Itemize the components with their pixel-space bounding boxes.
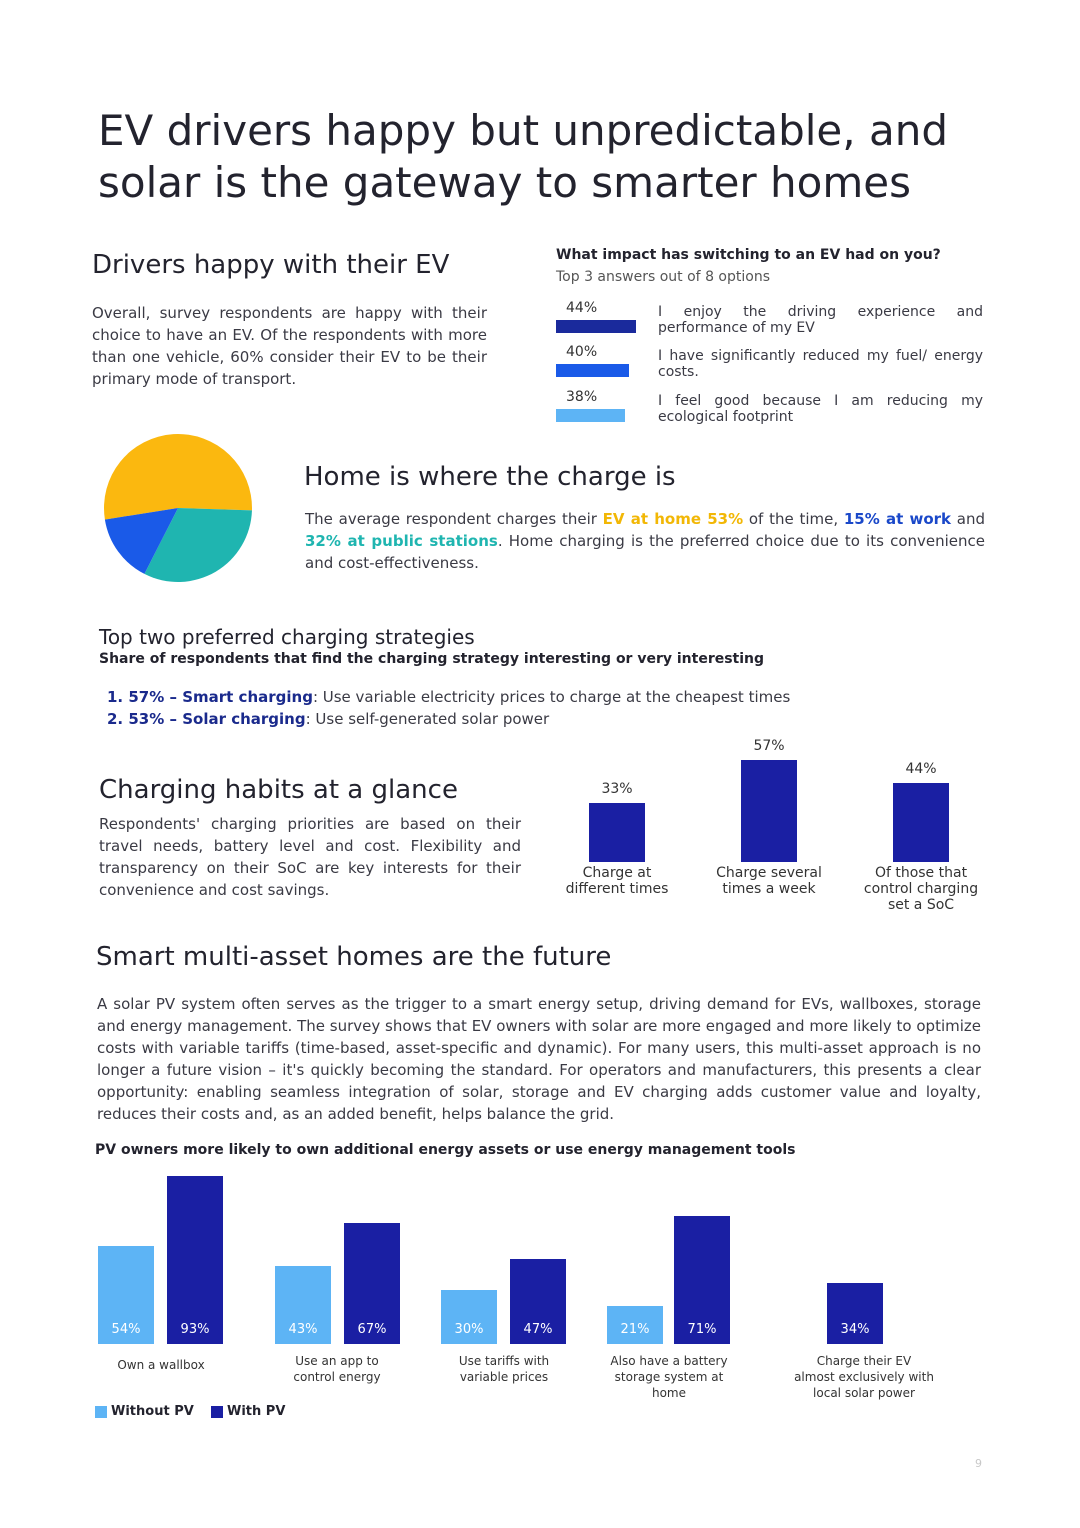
pie-slice-home <box>104 434 252 520</box>
habits-bar <box>741 760 797 862</box>
impact-row <box>556 344 986 384</box>
page-title <box>98 105 998 209</box>
home-charge-text-1: The average respondent charges their <box>305 510 603 528</box>
legend-label-with-pv: With PV <box>227 1404 286 1419</box>
impact-row <box>556 300 986 340</box>
strategies-heading: Top two preferred charging strategies <box>99 625 475 649</box>
habits-bar-label <box>851 865 991 913</box>
habits-bar-label-line: different times <box>565 881 669 897</box>
habits-bar-label-line: control charging <box>863 881 979 897</box>
habits-bar-label-line: times a week <box>722 881 816 897</box>
legend-swatch-without-pv <box>95 1406 107 1418</box>
legend-label-without-pv: Without PV <box>111 1404 194 1419</box>
pv-bar-value: 93% <box>180 1322 210 1337</box>
pv-category-label <box>784 1353 944 1401</box>
pv-bar-with-pv <box>167 1176 223 1344</box>
pv-bar-value: 54% <box>111 1322 141 1337</box>
strategy-2-text: : Use self-generated solar power <box>305 710 550 728</box>
legend-swatch-with-pv <box>211 1406 223 1418</box>
pv-category-label <box>81 1357 241 1373</box>
pv-category-label-line: variable prices <box>459 1370 549 1384</box>
habits-heading: Charging habits at a glance <box>99 775 458 805</box>
habits-bar-value: 57% <box>753 738 785 754</box>
strategy-1-text: : Use variable electricity prices to charge at the cheapest times <box>312 688 791 706</box>
pv-chart-title: PV owners more likely to own additional energy assets or use energy management tools <box>95 1142 796 1158</box>
pv-category-label-line: almost exclusively with <box>794 1370 934 1384</box>
habits-bar-value: 33% <box>601 780 633 797</box>
pv-category-label-line: control energy <box>293 1370 381 1384</box>
page-title-line-2: solar is the gateway to smarter homes <box>98 158 911 207</box>
home-charge-public: 32% at public stations <box>305 532 498 550</box>
pv-category-label-line: Own a wallbox <box>117 1358 205 1372</box>
habits-bar-label <box>699 865 839 897</box>
pv-category-label-line: home <box>651 1386 687 1400</box>
strategy-2-lead: 2. 53% – Solar charging <box>107 710 306 728</box>
home-charge-heading: Home is where the charge is <box>304 462 676 492</box>
habits-bar <box>893 783 949 862</box>
pv-category-label <box>589 1353 749 1401</box>
pv-category-label-line: Use an app to <box>295 1354 379 1368</box>
pv-category-label <box>257 1353 417 1385</box>
habits-bar-label-line: set a SoC <box>887 897 955 913</box>
impact-bar <box>556 364 629 377</box>
smart-heading: Smart multi-asset homes are the future <box>96 942 612 972</box>
habits-body: Respondents' charging priorities are based on their travel needs, battery level and cost. Flexibility and transparency on their SoC are key interests for their convenience and cost savings. <box>99 815 521 899</box>
impact-answer: I feel good because I am reducing my ecological footprint <box>658 393 983 425</box>
pv-category-label-line: storage system at <box>614 1370 724 1384</box>
charging-location-pie <box>100 430 260 590</box>
impact-bar <box>556 320 636 333</box>
pv-category-label-line: Charge their EV <box>816 1354 912 1368</box>
drivers-body: Overall, survey respondents are happy with their choice to have an EV. Of the respondents with more than one vehicle, 60% consider their EV to be their primary mode of transport. <box>92 304 487 388</box>
pv-bar-value: 43% <box>288 1322 318 1337</box>
pv-bar-value: 34% <box>840 1322 870 1337</box>
habits-bar-label-line: Charge at <box>582 865 652 881</box>
impact-answer: I enjoy the driving experience and performance of my EV <box>658 304 983 336</box>
impact-subtitle: Top 3 answers out of 8 options <box>556 269 770 285</box>
home-charge-text-2: of the time, <box>743 510 844 528</box>
impact-answer: I have significantly reduced my fuel/ energy costs. <box>658 348 983 380</box>
strategy-1-lead: 1. 57% – Smart charging <box>107 688 313 706</box>
pv-bar-value: 47% <box>523 1322 553 1337</box>
impact-question: What impact has switching to an EV had on you? <box>556 247 941 263</box>
habits-bar-label-line: Charge several <box>716 865 822 881</box>
pv-bar-value: 71% <box>687 1322 717 1337</box>
impact-bar <box>556 409 625 422</box>
smart-body: A solar PV system often serves as the trigger to a smart energy setup, driving demand for EVs, wallboxes, storage and energy management. The survey shows that EV owners with solar are more engaged and more likely to optimize costs with variable tariffs (time-based, asset-specific and dynamic). For many users, this multi-asset approach is no longer a future vision – it's quickly becoming the standard. For operators and manufacturers, this presents a clear opportunity: enabling seamless integration of solar, storage and EV charging adds customer value and loyalty, reduces their costs and, as an added benefit, helps balance the grid. <box>97 995 981 1123</box>
habits-bar <box>589 803 645 862</box>
page-title-line-1: EV drivers happy but unpredictable, and <box>98 106 948 155</box>
page-number: 9 <box>975 1457 982 1470</box>
home-charge-home: EV at home 53% <box>602 510 744 528</box>
pv-bar-value: 30% <box>454 1322 484 1337</box>
impact-pct: 44% <box>566 300 598 316</box>
drivers-heading: Drivers happy with their EV <box>92 250 450 280</box>
strategy-item-2 <box>107 710 549 728</box>
pv-category-label-line: local solar power <box>813 1386 915 1400</box>
habits-bar-label-line: Of those that <box>874 865 968 881</box>
habits-bar-value: 44% <box>905 761 937 778</box>
impact-pct: 40% <box>566 344 598 360</box>
home-charge-body <box>305 508 985 574</box>
impact-pct: 38% <box>566 389 598 405</box>
strategies-subtitle: Share of respondents that find the charging strategy interesting or very interesting <box>99 651 765 667</box>
home-charge-work: 15% at work <box>843 510 952 528</box>
home-charge-text-3: and <box>951 510 986 528</box>
pv-bar-value: 67% <box>357 1322 387 1337</box>
pv-category-label <box>424 1353 584 1385</box>
habits-bar-label <box>547 865 687 897</box>
pv-bar-value: 21% <box>620 1322 650 1337</box>
impact-row <box>556 389 986 429</box>
home-charge-text-4: . Home charging is the preferred choice due to its convenience and cost-effectiveness. <box>305 532 985 572</box>
pv-category-label-line: Also have a battery <box>610 1354 728 1368</box>
strategy-item-1 <box>107 688 790 706</box>
pv-category-label-line: Use tariffs with <box>458 1354 550 1368</box>
